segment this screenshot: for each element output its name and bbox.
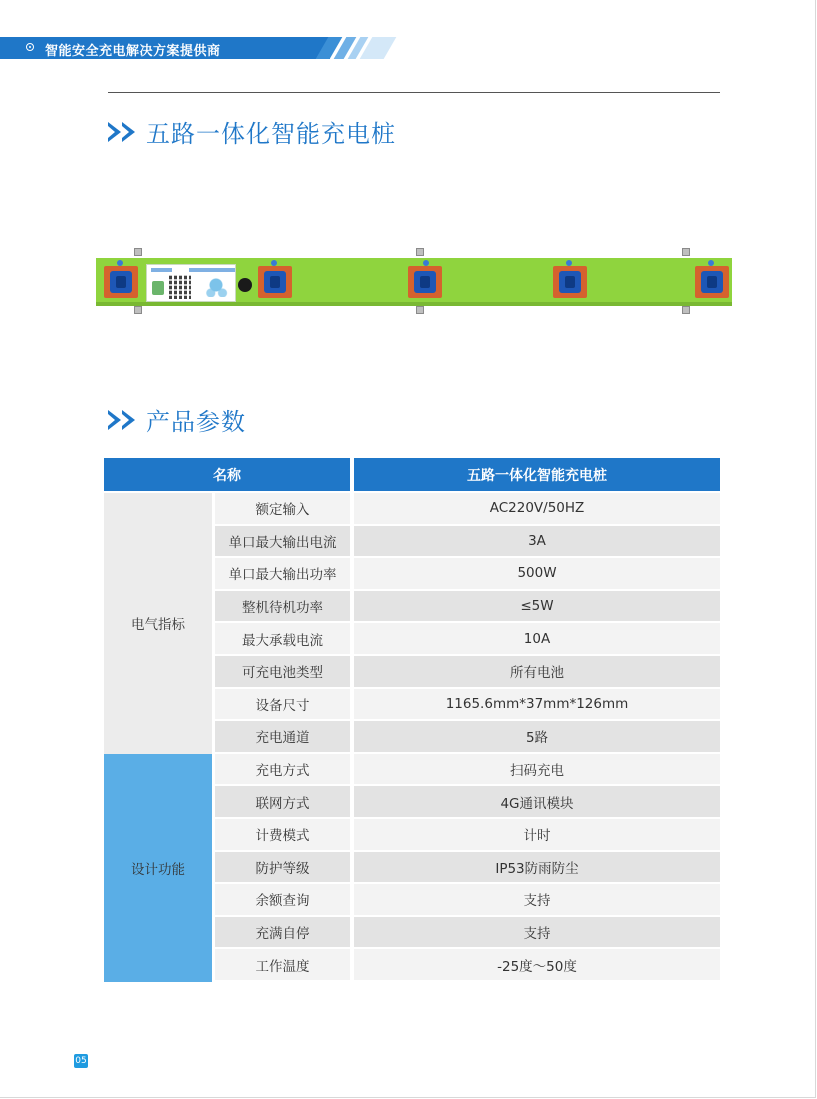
row-value: 10A <box>354 623 720 656</box>
target-icon <box>26 43 34 51</box>
row-name: 充电方式 <box>215 754 354 787</box>
row-name: 防护等级 <box>215 852 354 885</box>
row-value: 1165.6mm*37mm*126mm <box>354 689 720 722</box>
row-value: 支持 <box>354 917 720 950</box>
product-image <box>96 248 736 316</box>
row-name: 余额查询 <box>215 884 354 917</box>
divider <box>108 92 720 93</box>
row-value: 支持 <box>354 884 720 917</box>
row-name: 单口最大输出功率 <box>215 558 354 591</box>
row-value: 扫码充电 <box>354 754 720 787</box>
socket-icon <box>258 266 292 298</box>
mount-bracket <box>134 306 142 314</box>
header-value: 五路一体化智能充电桩 <box>354 458 720 493</box>
row-value: 4G通讯模块 <box>354 786 720 819</box>
socket-icon <box>104 266 138 298</box>
row-name: 工作温度 <box>215 949 354 982</box>
mount-bracket <box>134 248 142 256</box>
mount-bracket <box>682 248 690 256</box>
qr-panel <box>146 264 236 302</box>
socket-icon <box>553 266 587 298</box>
table-row <box>104 754 720 787</box>
header-name: 名称 <box>104 458 354 493</box>
header-banner <box>0 37 400 59</box>
socket-icon <box>695 266 729 298</box>
mount-bracket <box>416 248 424 256</box>
table-row <box>104 493 720 526</box>
row-value: 计时 <box>354 819 720 852</box>
socket-icon <box>408 266 442 298</box>
row-value: IP53防雨防尘 <box>354 852 720 885</box>
double-chevron-icon <box>108 410 136 430</box>
table-header-row <box>104 458 720 493</box>
indicator-knob <box>238 278 252 292</box>
mount-bracket <box>682 306 690 314</box>
row-name: 充满自停 <box>215 917 354 950</box>
cloud-icon <box>203 277 229 297</box>
spec-table <box>104 458 720 982</box>
section-params <box>108 402 246 437</box>
category-design: 设计功能 <box>104 754 215 982</box>
row-name: 计费模式 <box>215 819 354 852</box>
category-electrical: 电气指标 <box>104 493 215 754</box>
page-number: 05 <box>75 1056 87 1066</box>
section-title-params: 产品参数 <box>146 408 246 436</box>
row-value: 3A <box>354 526 720 559</box>
section-title-product: 五路一体化智能充电桩 <box>146 120 396 148</box>
row-value: ≤5W <box>354 591 720 624</box>
banner-title: 智能安全充电解决方案提供商 <box>45 44 221 59</box>
battery-icon <box>152 281 164 295</box>
row-name: 整机待机功率 <box>215 591 354 624</box>
row-name: 额定输入 <box>215 493 354 526</box>
row-name: 设备尺寸 <box>215 689 354 722</box>
row-name: 单口最大输出电流 <box>215 526 354 559</box>
row-value: 所有电池 <box>354 656 720 689</box>
row-name: 可充电池类型 <box>215 656 354 689</box>
row-value: 500W <box>354 558 720 591</box>
row-value: -25度～50度 <box>354 949 720 982</box>
row-name: 联网方式 <box>215 786 354 819</box>
double-chevron-icon <box>108 122 136 142</box>
row-value: AC220V/50HZ <box>354 493 720 526</box>
row-name: 充电通道 <box>215 721 354 754</box>
mount-bracket <box>416 306 424 314</box>
row-value: 5路 <box>354 721 720 754</box>
row-name: 最大承载电流 <box>215 623 354 656</box>
section-product <box>108 114 396 149</box>
